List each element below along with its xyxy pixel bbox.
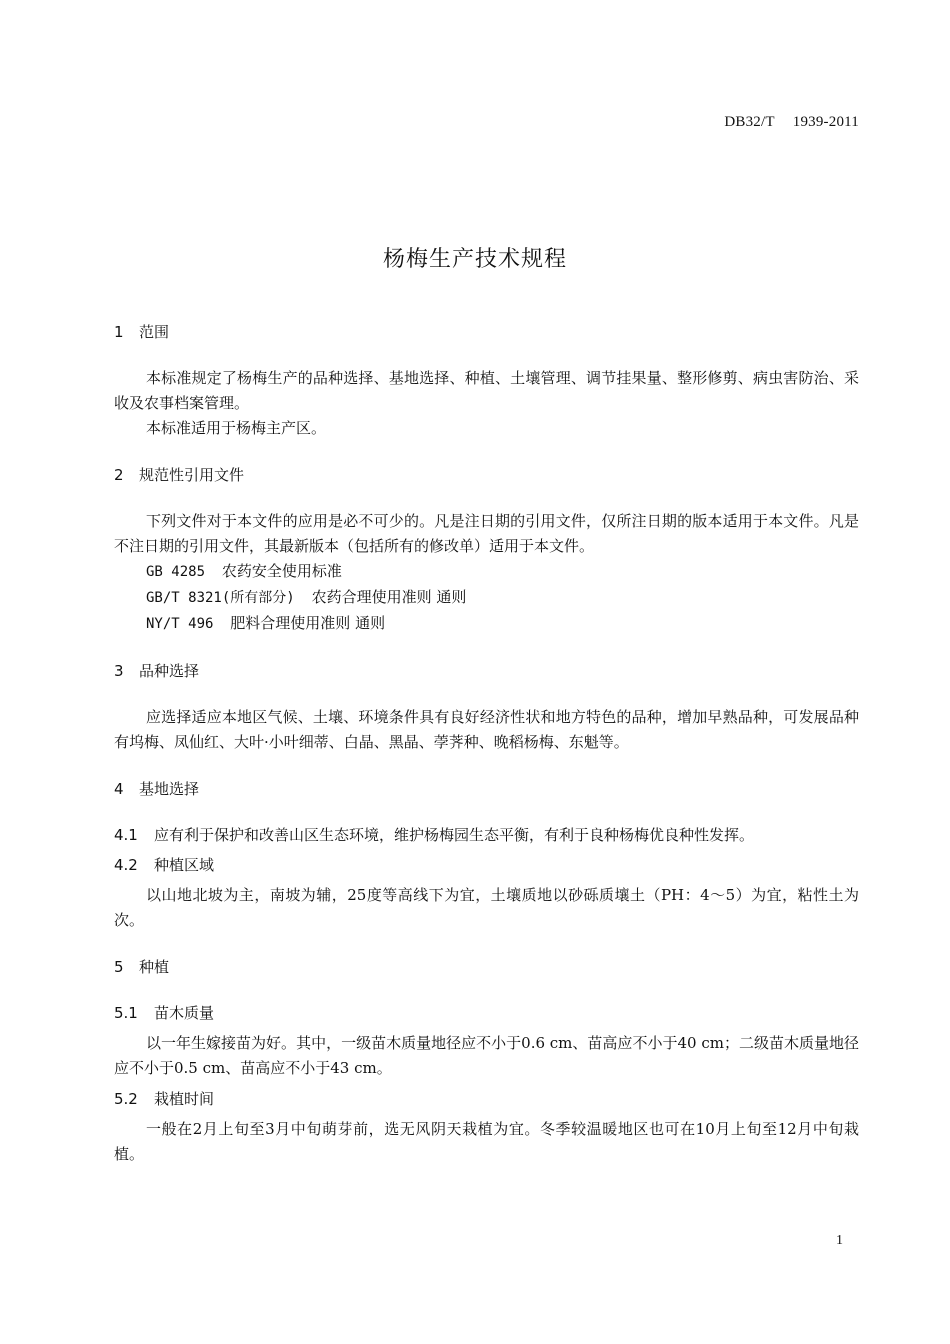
document-body [114,320,859,1167]
section-5-heading: 5 种植 [114,958,170,976]
clause-5-2-paragraph: 一般在2月上旬至3月中旬萌芽前，选无风阴天栽植为宜。冬季较温暖地区也可在10月上旬至12月中旬栽植。 [114,1120,859,1163]
standard-code: DB32/T [724,114,775,130]
section-3-paragraph-1: 应选择适应本地区气候、土壤、环境条件具有良好经济性状和地方特色的品种，增加早熟品种，可发展品种有坞梅、凤仙红、大叶·小叶细蒂、白晶、黑晶、荸荠种、晚稻杨梅、东魁等。 [114,708,859,751]
clause-4-2-heading: 4.2 种植区域 [114,856,215,874]
section-3-heading: 3 品种选择 [114,662,200,680]
reference-item: GB 4285 农药安全使用标准 [146,562,342,580]
reference-item: GB/T 8321(所有部分) 农药合理使用准则 通则 [146,588,467,606]
section-4-heading: 4 基地选择 [114,780,200,798]
clause-4-1: 4.1 应有利于保护和改善山区生态环境，维护杨梅园生态平衡，有利于良种杨梅优良种性发挥。 [114,826,755,844]
clause-5-1-heading: 5.1 苗木质量 [114,1004,215,1022]
section-1-paragraph-1: 本标准规定了杨梅生产的品种选择、基地选择、种植、土壤管理、调节挂果量、整形修剪、病虫害防治、采收及农事档案管理。 [114,369,859,412]
clause-5-1-paragraph: 以一年生嫁接苗为好。其中，一级苗木质量地径应不小于0.6 cm、苗高应不小于40 cm；二级苗木质量地径应不小于0.5 cm、苗高应不小于43 cm。 [114,1034,859,1077]
section-2-paragraph-1: 下列文件对于本文件的应用是必不可少的。凡是注日期的引用文件，仅所注日期的版本适用于本文件。凡是不注日期的引用文件，其最新版本（包括所有的修改单）适用于本文件。 [114,512,859,555]
page-number: 1 [836,1233,843,1248]
reference-item: NY/T 496 肥料合理使用准则 通则 [146,614,386,632]
standard-number: 1939-2011 [792,114,859,130]
clause-4-2-paragraph: 以山地北坡为主，南坡为辅，25度等高线下为宜，土壤质地以砂砾质壤土（PH：4～5）为宜，粘性土为次。 [114,886,859,929]
standard-code-header [724,114,859,131]
section-1-paragraph-2: 本标准适用于杨梅主产区。 [146,419,327,437]
clause-5-2-heading: 5.2 栽植时间 [114,1090,215,1108]
document-title: 杨梅生产技术规程 [382,247,567,272]
section-2-heading: 2 规范性引用文件 [114,466,245,484]
section-1-heading: 1 范围 [114,323,170,341]
